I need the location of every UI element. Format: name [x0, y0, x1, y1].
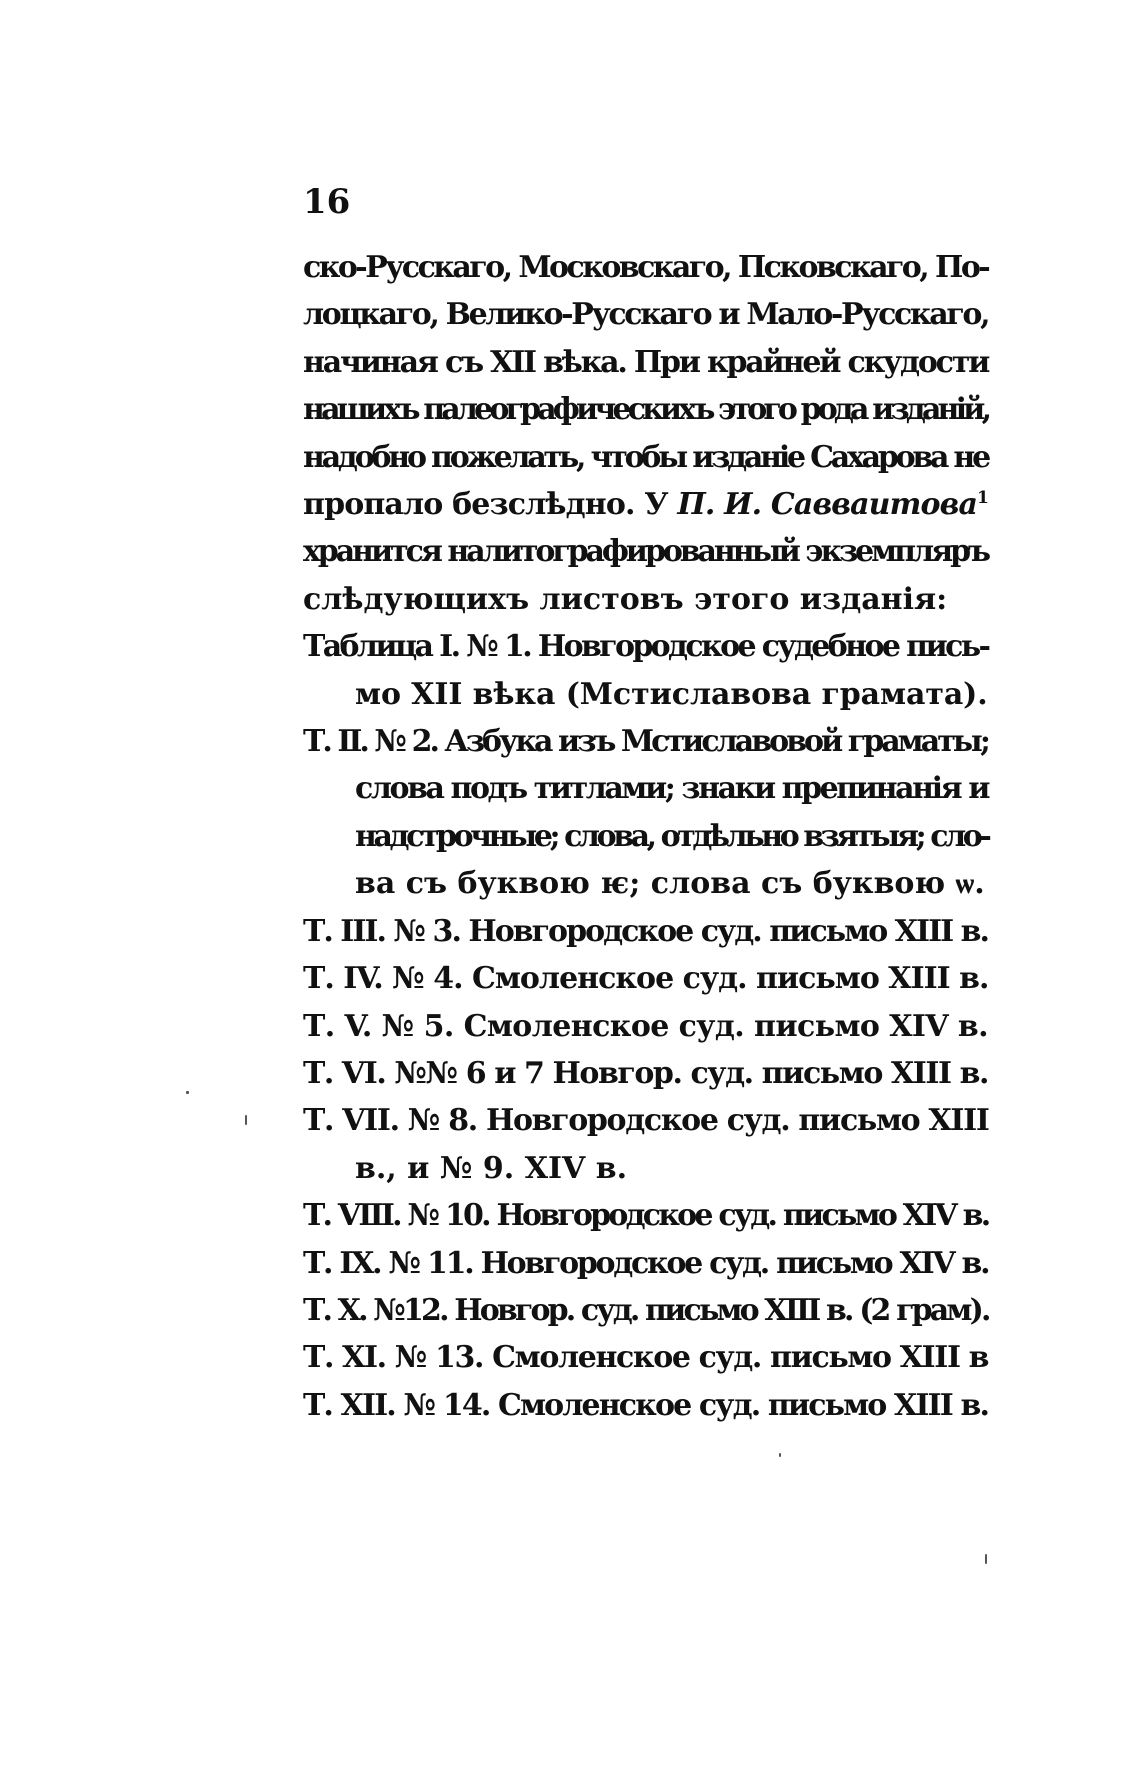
footnote-mark: 1 — [977, 488, 988, 509]
author-reference: П. И. Савваитова — [677, 487, 978, 523]
entry-line: Т. VI. №№ 6 и 7 Новгор. суд. письмо XIII в. — [303, 1055, 988, 1091]
page-number: 16 — [303, 182, 351, 222]
table-entry — [303, 908, 988, 955]
text-line: слѣдующихъ листовъ этого изданія: — [303, 581, 948, 617]
entry-line: мо XII вѣка (Мстиславова грамата). — [355, 676, 988, 712]
entry-line: надстрочные; слова, отдѣльно взятыя; сло- — [355, 818, 989, 854]
table-entry — [303, 955, 988, 1002]
table-entry — [303, 1287, 988, 1334]
text-line: начиная съ XII вѣка. При крайней скудости — [303, 344, 989, 380]
entry-line: слова подъ титлами; знаки препинанія и — [355, 771, 989, 807]
entry-line: Т. VIII. № 10. Новгородское суд. письмо XIV в. — [303, 1198, 989, 1234]
intro-paragraph — [303, 244, 988, 623]
entry-line: Т. IV. № 4. Смоленское суд. письмо XIII в. — [303, 961, 989, 997]
text-fragment: пропало безслѣдно. У — [303, 487, 678, 523]
entry-line: Т. XII. № 14. Смоленское суд. письмо XIII в. — [303, 1387, 988, 1423]
paper-speck — [186, 1091, 189, 1094]
paper-speck — [779, 1453, 781, 1457]
table-entry — [303, 623, 988, 718]
entry-line: в., и № 9. XIV в. — [355, 1150, 628, 1186]
table-entry — [303, 1050, 988, 1097]
text-line: хранится налитографированный экземпляръ — [303, 534, 988, 570]
table-entry — [303, 718, 988, 908]
entry-line: Т. XI. № 13. Смоленское суд. письмо XIII в — [303, 1340, 989, 1376]
entry-line: Т. X. №12. Новгор. суд. письмо XIII в. (2 грам). — [303, 1292, 989, 1328]
text-line: лоцкаго, Велико-Русскаго и Мало-Русскаго, — [303, 297, 989, 333]
entry-line: Т. VII. № 8. Новгородское суд. письмо XIII — [303, 1103, 989, 1139]
entry-line: Т. V. № 5. Смоленское суд. письмо XIV в. — [303, 1008, 988, 1044]
text-line: надобно пожелать, чтобы изданіе Сахарова не — [303, 439, 988, 475]
table-entry — [303, 1003, 988, 1050]
text-line: ско-Русскаго, Московскаго, Псковскаго, По- — [303, 250, 989, 285]
page-body — [303, 244, 988, 1429]
entry-line: Таблица I. № 1. Новгородское судебное пись- — [303, 629, 989, 665]
table-entry — [303, 1382, 988, 1429]
table-entry — [303, 1192, 988, 1239]
paper-speck — [245, 1115, 247, 1125]
entry-line: Т. II. № 2. Азбука изъ Мстиславовой граматы; — [303, 724, 988, 760]
table-entry — [303, 1334, 988, 1381]
entry-line: Т. III. № 3. Новгородское суд. письмо XIII в. — [303, 913, 988, 949]
entry-line: Т. IX. № 11. Новгородское суд. письмо XIV в. — [303, 1245, 989, 1281]
paper-speck — [985, 1554, 987, 1564]
text-line: нашихъ палеографическихъ этого рода изданій, — [303, 392, 989, 428]
table-entry — [303, 1097, 988, 1192]
text-line — [303, 481, 988, 528]
entry-line: ва съ буквою ѥ; слова съ буквою ѡ. — [355, 866, 985, 902]
table-entry — [303, 1240, 988, 1287]
